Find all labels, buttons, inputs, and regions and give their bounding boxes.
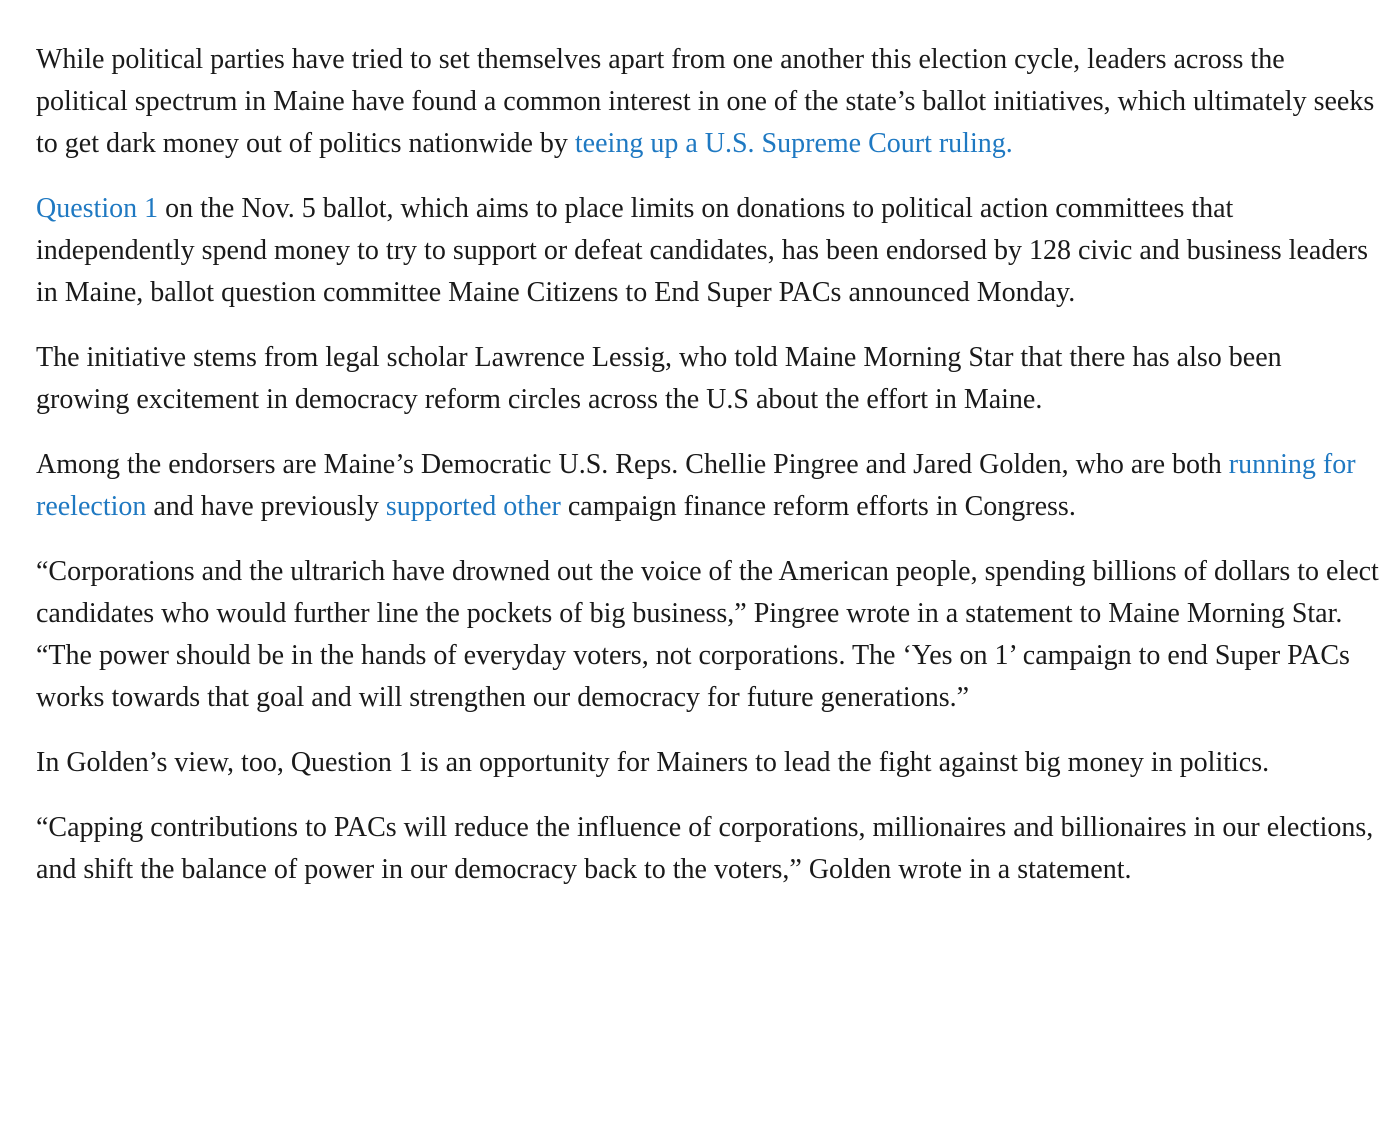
paragraph-question-1 [36, 188, 1381, 314]
paragraph-intro [36, 39, 1381, 165]
article-body [36, 39, 1381, 914]
paragraph-endorsers-tail: campaign finance reform efforts in Congress. [560, 491, 1076, 522]
paragraph-lessig: The initiative stems from legal scholar Lawrence Lessig, who told Maine Morning Star that there has also been growing excitement in democracy reform circles across the U.S about the effort in Maine. [36, 342, 1282, 415]
supreme-court-ruling-link[interactable]: teeing up a U.S. Supreme Court ruling. [574, 128, 1013, 159]
paragraph-endorsers [36, 444, 1381, 528]
paragraph-endorsers-middle: and have previously [146, 491, 386, 522]
paragraph-question-1-text: on the Nov. 5 ballot, which aims to place limits on donations to political action committees that independently spend money to try to support or defeat candidates, has been endorsed by 128 civic and business leaders in Maine, ballot question committee Maine Citizens to End Super PACs announced Monday. [36, 193, 1368, 308]
paragraph-golden-view: In Golden’s view, too, Question 1 is an opportunity for Mainers to lead the fight against big money in politics. [36, 747, 1270, 778]
paragraph-golden-quote: “Capping contributions to PACs will reduce the influence of corporations, millionaires and billionaires in our elections, and shift the balance of power in our democracy back to the voters,” Golden wrote in a statement. [36, 812, 1374, 885]
supported-other-link[interactable]: supported other [385, 491, 561, 522]
paragraph-pingree-quote: “Corporations and the ultrarich have drowned out the voice of the American people, spending billions of dollars to elect candidates who would further line the pockets of big business,” Pingree wrote in a statement to Maine Morning Star. “The power should be in the hands of everyday voters, not corporations. The ‘Yes on 1’ campaign to end Super PACs works towards that goal and will strengthen our democracy for future generations.” [36, 556, 1379, 713]
running-for-reelection-link[interactable]: running for reelection [36, 449, 1356, 522]
question-1-link[interactable]: Question 1 [36, 193, 159, 224]
paragraph-endorsers-text: Among the endorsers are Maine’s Democratic U.S. Reps. Chellie Pingree and Jared Golden, who are both [36, 449, 1229, 480]
paragraph-intro-text: While political parties have tried to set themselves apart from one another this election cycle, leaders across the political spectrum in Maine have found a common interest in one of the state’s ballot initiatives, which ultimately seeks to get dark money out of politics nationwide by [36, 44, 1375, 159]
